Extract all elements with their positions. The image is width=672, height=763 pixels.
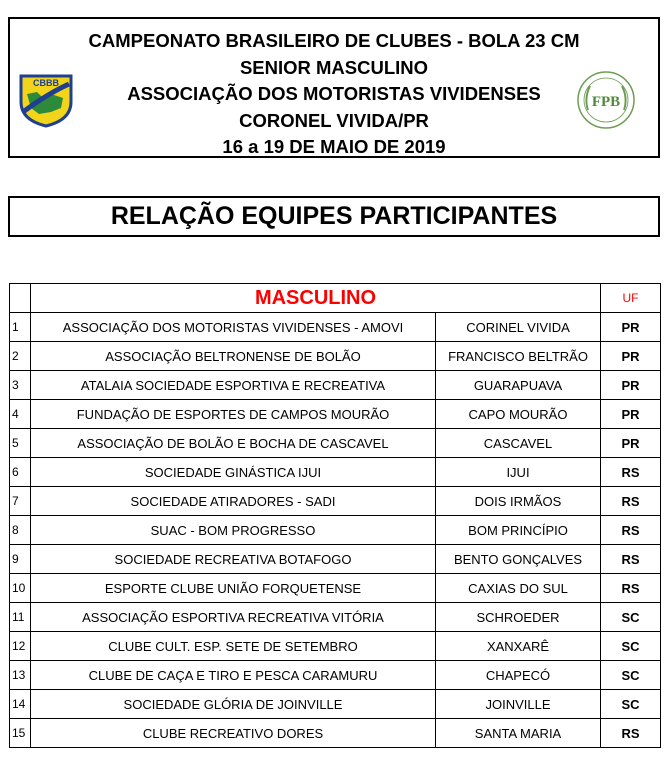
svg-text:CBBB: CBBB [33,78,59,88]
club-city: GUARAPUAVA [436,371,601,400]
row-number: 3 [10,371,31,400]
table-row [10,400,661,429]
club-state: PR [601,313,661,342]
club-name: ASSOCIAÇÃO ESPORTIVA RECREATIVA VITÓRIA [31,603,436,632]
table-header-row [10,284,661,313]
club-city: DOIS IRMÃOS [436,487,601,516]
club-state: RS [601,545,661,574]
table-row [10,487,661,516]
club-city: JOINVILLE [436,690,601,719]
club-city: CORINEL VIVIDA [436,313,601,342]
number-header-cell [10,284,31,313]
club-name: CLUBE DE CAÇA E TIRO E PESCA CARAMURU [31,661,436,690]
table-row [10,632,661,661]
row-number: 1 [10,313,31,342]
table-row [10,545,661,574]
club-name: SOCIEDADE RECREATIVA BOTAFOGO [31,545,436,574]
club-state: RS [601,458,661,487]
table-row [10,342,661,371]
row-number: 9 [10,545,31,574]
club-name: ATALAIA SOCIEDADE ESPORTIVA E RECREATIVA [31,371,436,400]
club-name: ASSOCIAÇÃO DOS MOTORISTAS VIVIDENSES - AMOVI [31,313,436,342]
club-name: ESPORTE CLUBE UNIÃO FORQUETENSE [31,574,436,603]
club-state: PR [601,400,661,429]
fpb-logo [576,70,636,130]
club-state: RS [601,516,661,545]
club-city: CAXIAS DO SUL [436,574,601,603]
club-city: SANTA MARIA [436,719,601,748]
club-city: BOM PRINCÍPIO [436,516,601,545]
table-row [10,313,661,342]
club-name: CLUBE CULT. ESP. SETE DE SETEMBRO [31,632,436,661]
event-dates: 16 a 19 DE MAIO DE 2019 [222,136,446,157]
masculino-heading: MASCULINO [31,284,601,313]
club-state: PR [601,371,661,400]
club-city: IJUI [436,458,601,487]
club-state: RS [601,574,661,603]
club-city: CASCAVEL [436,429,601,458]
championship-title: CAMPEONATO BRASILEIRO DE CLUBES - BOLA 23 CM [88,30,580,51]
participants-title: RELAÇÃO EQUIPES PARTICIPANTES [8,196,660,237]
table-row [10,719,661,748]
club-name: SUAC - BOM PROGRESSO [31,516,436,545]
club-name: SOCIEDADE GINÁSTICA IJUI [31,458,436,487]
table-row [10,661,661,690]
cbbb-logo [17,72,75,128]
club-name: FUNDAÇÃO DE ESPORTES DE CAMPOS MOURÃO [31,400,436,429]
teams-table [9,283,661,748]
host-club: ASSOCIAÇÃO DOS MOTORISTAS VIVIDENSES [127,83,541,104]
club-city: BENTO GONÇALVES [436,545,601,574]
row-number: 7 [10,487,31,516]
club-name: SOCIEDADE GLÓRIA DE JOINVILLE [31,690,436,719]
row-number: 15 [10,719,31,748]
row-number: 11 [10,603,31,632]
row-number: 14 [10,690,31,719]
event-header [8,17,660,158]
table-row [10,516,661,545]
row-number: 2 [10,342,31,371]
svg-text:FPB: FPB [591,94,621,110]
row-number: 4 [10,400,31,429]
host-city: CORONEL VIVIDA/PR [239,109,429,131]
club-state: PR [601,342,661,371]
row-number: 10 [10,574,31,603]
club-state: SC [601,632,661,661]
club-state: RS [601,719,661,748]
club-name: SOCIEDADE ATIRADORES - SADI [31,487,436,516]
club-city: FRANCISCO BELTRÃO [436,342,601,371]
club-state: SC [601,603,661,632]
club-city: SCHROEDER [436,603,601,632]
table-row [10,429,661,458]
uf-heading: UF [601,284,661,313]
club-state: PR [601,429,661,458]
club-name: ASSOCIAÇÃO BELTRONENSE DE BOLÃO [31,342,436,371]
event-header-text [10,28,658,161]
table-row [10,371,661,400]
club-state: RS [601,487,661,516]
row-number: 5 [10,429,31,458]
row-number: 6 [10,458,31,487]
club-state: SC [601,661,661,690]
club-city: CAPO MOURÃO [436,400,601,429]
table-row [10,690,661,719]
club-name: ASSOCIAÇÃO DE BOLÃO E BOCHA DE CASCAVEL [31,429,436,458]
table-row [10,458,661,487]
club-city: CHAPECÓ [436,661,601,690]
club-state: SC [601,690,661,719]
table-row [10,603,661,632]
table-row [10,574,661,603]
row-number: 13 [10,661,31,690]
club-city: XANXARÊ [436,632,601,661]
row-number: 8 [10,516,31,545]
club-name: CLUBE RECREATIVO DORES [31,719,436,748]
category-title: SENIOR MASCULINO [239,56,429,78]
row-number: 12 [10,632,31,661]
